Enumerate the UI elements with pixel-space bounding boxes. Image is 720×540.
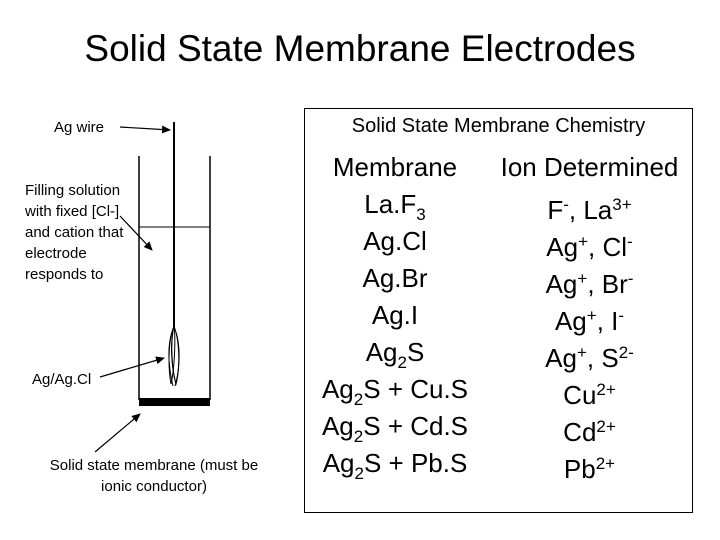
ion-determined-cell: Ag+, I- — [554, 306, 625, 336]
membrane-cell: Ag.Cl — [363, 226, 427, 256]
solid-state-membrane-label: Solid state membrane (must be ionic conductor) — [49, 457, 259, 495]
ion-determined-cell: Ag+, Br- — [545, 269, 634, 299]
ag-agcl-label: Ag/Ag.Cl — [32, 371, 92, 388]
membrane-cell: $Ag_2S$ — [365, 337, 425, 372]
solid-state-membrane — [139, 398, 210, 406]
ion-determined-cell: $Pb^{2+}$ — [563, 454, 616, 484]
ion-determined-cell: $Cu^{2+}$ — [563, 380, 616, 410]
filling-solution-label: Filling solution with fixed [Cl-] and cation that electrode responds to — [25, 182, 124, 283]
membrane-cell: $Ag_2S + Cu.S$ — [321, 374, 469, 409]
table-heading: Solid State Membrane Chemistry — [351, 115, 646, 137]
ion-column-header: Ion Determined — [500, 152, 679, 182]
membrane-arrow — [95, 414, 140, 452]
membrane-cell: $Ag_2S + Cd.S$ — [321, 411, 469, 446]
membrane-cell: $Ag_2S + Pb.S$ — [322, 448, 468, 483]
electrode-body — [139, 122, 210, 406]
page-title: Solid State Membrane Electrodes — [84, 28, 636, 69]
ag-wire-arrow — [120, 127, 170, 130]
membrane-column-header: Membrane — [332, 152, 458, 182]
membrane-cell: Ag.Br — [362, 263, 428, 293]
ion-determined-cell: F-, $La^{3+}$ — [547, 195, 632, 225]
ag-agcl-arrow — [100, 358, 164, 377]
ion-determined-cell: Ag+, $S^{2-}$ — [545, 343, 634, 373]
membrane-chemistry-table — [304, 108, 693, 513]
membrane-cell: $La.F_3$ — [364, 189, 426, 224]
membrane-column — [305, 149, 485, 482]
ag-agcl-coil — [169, 326, 179, 386]
ag-wire-label: Ag wire — [54, 119, 105, 136]
ion-determined-cell: Ag+, Cl- — [546, 232, 633, 262]
ion-determined-cell: $Cd^{2+}$ — [563, 417, 616, 447]
ion-determined-column — [485, 149, 694, 482]
membrane-cell: Ag.I — [371, 300, 419, 330]
